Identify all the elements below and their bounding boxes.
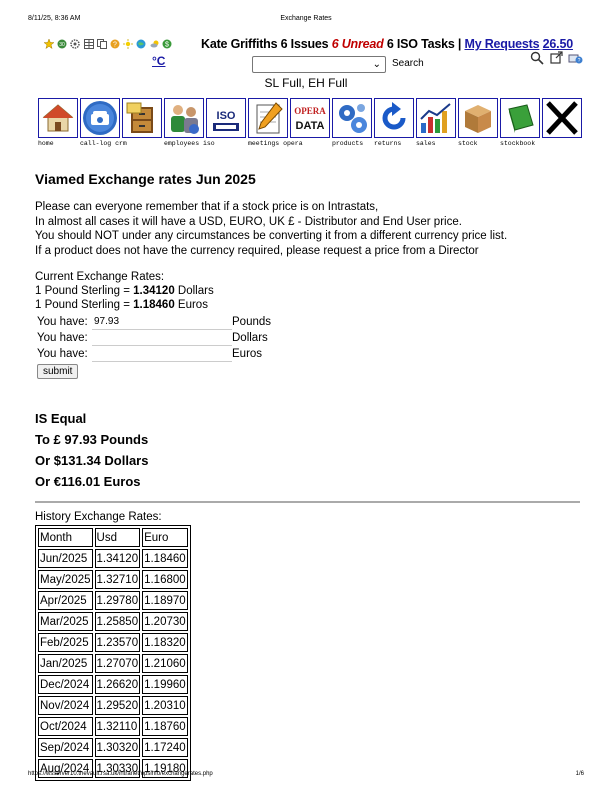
cell-euro: 1.20310 <box>142 696 188 715</box>
issues-count[interactable]: 6 Issues <box>280 37 329 51</box>
opera-data-icon <box>291 99 329 137</box>
iso-text: ISO <box>216 110 236 122</box>
table-row <box>38 654 188 673</box>
dollars-row <box>35 330 295 346</box>
cell-month: Apr/2025 <box>38 591 93 610</box>
copy-icon[interactable] <box>97 39 107 49</box>
nav-home-label: home <box>38 140 54 147</box>
svg-text:30: 30 <box>59 42 65 48</box>
nav-products-label: products <box>332 140 364 147</box>
table-row <box>38 612 188 631</box>
pencil-notepad-icon <box>249 99 287 137</box>
nav-crm[interactable] <box>122 98 162 140</box>
star-icon[interactable] <box>44 39 54 49</box>
globe-icon[interactable] <box>136 39 146 49</box>
cell-usd: 1.32110 <box>95 717 141 736</box>
user-name: Kate Griffiths <box>201 37 278 51</box>
history-table <box>35 525 191 781</box>
temperature-value[interactable]: 26.50 <box>542 37 573 51</box>
pounds-row <box>35 314 295 330</box>
dollars-label: You have: <box>37 332 88 344</box>
print-date: 8/11/25, 8:36 AM <box>28 15 81 22</box>
conversion-results <box>35 408 148 492</box>
cell-euro: 1.18460 <box>142 549 188 568</box>
cell-usd: 1.29520 <box>95 696 141 715</box>
current-rates <box>35 270 214 312</box>
nav-home[interactable] <box>38 98 78 147</box>
cell-usd: 1.30330 <box>95 759 141 778</box>
rate-eur-value: 1.18460 <box>133 299 175 311</box>
refresh-icon <box>375 99 413 137</box>
result-pounds: To £ 97.93 Pounds <box>35 432 149 447</box>
magnifier-icon[interactable] <box>530 51 544 65</box>
current-rates-label: Current Exchange Rates: <box>35 271 165 283</box>
box-icon <box>459 99 497 137</box>
table-row <box>38 570 188 589</box>
cell-usd: 1.27070 <box>95 654 141 673</box>
sun-icon[interactable] <box>123 39 133 49</box>
cell-euro: 1.18970 <box>142 591 188 610</box>
nav-employees[interactable] <box>164 98 215 147</box>
pounds-input[interactable] <box>92 314 232 330</box>
cell-month: Dec/2024 <box>38 675 93 694</box>
top-bar <box>44 37 584 53</box>
unread-count[interactable]: 6 Unread <box>331 37 384 51</box>
table-row <box>38 591 188 610</box>
note-line: If a product does not have the currency required, please request a price from a Director <box>35 244 479 257</box>
cell-month: Jan/2025 <box>38 654 93 673</box>
euros-unit: Euros <box>232 348 263 360</box>
sales-chart-icon <box>417 99 455 137</box>
nav-opera[interactable] <box>290 98 330 140</box>
dollars-input[interactable] <box>92 330 232 346</box>
print-title: Exchange Rates <box>280 15 332 22</box>
rate-usd-value: 1.34120 <box>133 285 175 297</box>
nav-call-log[interactable] <box>80 98 127 147</box>
external-link-icon[interactable] <box>550 51 563 64</box>
submit-button[interactable]: submit <box>37 364 78 379</box>
euros-input[interactable] <box>92 346 232 362</box>
euros-label: You have: <box>37 348 88 360</box>
cell-month: Oct/2024 <box>38 717 93 736</box>
cell-euro: 1.19180 <box>142 759 188 778</box>
svg-text:$: $ <box>165 41 169 49</box>
result-equal: IS Equal <box>35 411 87 426</box>
gears-icon <box>333 99 371 137</box>
data-text: DATA <box>295 120 325 132</box>
grid-icon[interactable] <box>84 39 94 49</box>
table-row <box>38 633 188 652</box>
badge-icon[interactable] <box>57 39 67 49</box>
cell-usd: 1.25850 <box>95 612 141 631</box>
dollars-unit: Dollars <box>232 332 268 344</box>
iso-tasks[interactable]: 6 ISO Tasks | <box>386 37 462 51</box>
money-icon[interactable] <box>162 39 172 49</box>
cabinet-icon <box>123 99 161 137</box>
nav-stockbook[interactable] <box>500 98 540 147</box>
nav-employees-label: employees iso <box>164 140 215 147</box>
col-euro: Euro <box>142 528 188 547</box>
nav-exit[interactable] <box>542 98 582 140</box>
euros-row <box>35 346 295 362</box>
cell-month: Nov/2024 <box>38 696 93 715</box>
print-page-number: 1/6 <box>575 771 584 777</box>
home-icon <box>39 99 77 137</box>
temperature-unit[interactable]: °C <box>152 54 166 68</box>
close-x-icon <box>543 99 581 137</box>
cell-euro: 1.17240 <box>142 738 188 757</box>
user-status-line <box>201 37 573 51</box>
svg-text:?: ? <box>577 58 581 64</box>
network-icon[interactable] <box>568 53 584 65</box>
cell-usd: 1.30320 <box>95 738 141 757</box>
notes <box>35 200 507 258</box>
history-title: History Exchange Rates: <box>35 511 162 523</box>
rate-eur: 1 Pound Sterling = 1.18460 Euros <box>35 299 208 311</box>
cell-month: Sep/2024 <box>38 738 93 757</box>
table-row <box>38 696 188 715</box>
nav-products[interactable] <box>332 98 372 147</box>
nav-returns-label: returns <box>374 140 402 147</box>
cell-month: Feb/2025 <box>38 633 93 652</box>
history-header-row <box>38 528 188 547</box>
nav-sales[interactable] <box>416 98 456 147</box>
table-row <box>38 549 188 568</box>
cell-euro: 1.18760 <box>142 717 188 736</box>
note-line: You should NOT under any circumstances be converting it from a different currency price list. <box>35 230 508 242</box>
chevron-down-icon: ⌄ <box>372 59 381 70</box>
result-dollars: Or $131.34 Dollars <box>35 453 149 468</box>
table-row <box>38 675 188 694</box>
cell-usd: 1.32710 <box>95 570 141 589</box>
note-line: Please can everyone remember that if a stock price is on Intrastats, <box>35 201 379 213</box>
search-select[interactable] <box>252 56 386 73</box>
table-row <box>38 759 188 778</box>
table-row <box>38 717 188 736</box>
cell-usd: 1.23570 <box>95 633 141 652</box>
rate-usd: 1 Pound Sterling = 1.34120 Dollars <box>35 285 214 297</box>
cell-usd: 1.34120 <box>95 549 141 568</box>
nav-stock[interactable] <box>458 98 498 147</box>
cell-month: Aug/2024 <box>38 759 93 778</box>
cell-euro: 1.20730 <box>142 612 188 631</box>
gear-icon[interactable] <box>70 39 80 49</box>
nav-stock-label: stock <box>458 140 478 147</box>
cell-month: Mar/2025 <box>38 612 93 631</box>
result-euros: Or €116.01 Euros <box>35 474 141 489</box>
cell-month: May/2025 <box>38 570 93 589</box>
cell-euro: 1.19960 <box>142 675 188 694</box>
search-button[interactable]: Search <box>392 58 424 69</box>
opera-text: OPERA <box>294 106 326 116</box>
cell-euro: 1.16800 <box>142 570 188 589</box>
pounds-unit: Pounds <box>232 316 272 328</box>
sl-status: SL Full, EH Full <box>264 76 348 90</box>
help-icon[interactable] <box>110 39 120 49</box>
nav-stockbook-label: stockbook <box>500 140 536 147</box>
nav-meetings[interactable] <box>248 98 303 147</box>
nav-iso[interactable] <box>206 98 246 140</box>
iso-icon <box>207 99 245 137</box>
col-month: Month <box>38 528 93 547</box>
weather-icon[interactable] <box>150 39 160 49</box>
table-row <box>38 738 188 757</box>
page-title: Viamed Exchange rates Jun 2025 <box>35 171 256 187</box>
cell-euro: 1.21060 <box>142 654 188 673</box>
my-requests-link[interactable]: My Requests <box>464 37 540 51</box>
telephone-icon <box>81 99 119 137</box>
cell-euro: 1.18320 <box>142 633 188 652</box>
col-usd: Usd <box>95 528 141 547</box>
book-icon <box>501 99 539 137</box>
nav-sales-label: sales <box>416 140 436 147</box>
divider <box>35 501 580 503</box>
nav-returns[interactable] <box>374 98 414 147</box>
nav-call-log-label: call-log crm <box>80 140 127 147</box>
pounds-label: You have: <box>37 316 88 328</box>
note-line: In almost all cases it will have a USD, EURO, UK £ - Distributor and End User price. <box>35 215 462 228</box>
cell-month: Jun/2025 <box>38 549 93 568</box>
cell-usd: 1.29780 <box>95 591 141 610</box>
print-url: https://wsserver10.thevault.rsa.uk/intranet/opsinfo/exchangerates.php <box>28 771 213 777</box>
nav-meetings-label: meetings opera <box>248 140 303 147</box>
people-icon <box>165 99 203 137</box>
svg-text:?: ? <box>113 41 117 49</box>
cell-usd: 1.26620 <box>95 675 141 694</box>
history-body <box>38 549 188 778</box>
